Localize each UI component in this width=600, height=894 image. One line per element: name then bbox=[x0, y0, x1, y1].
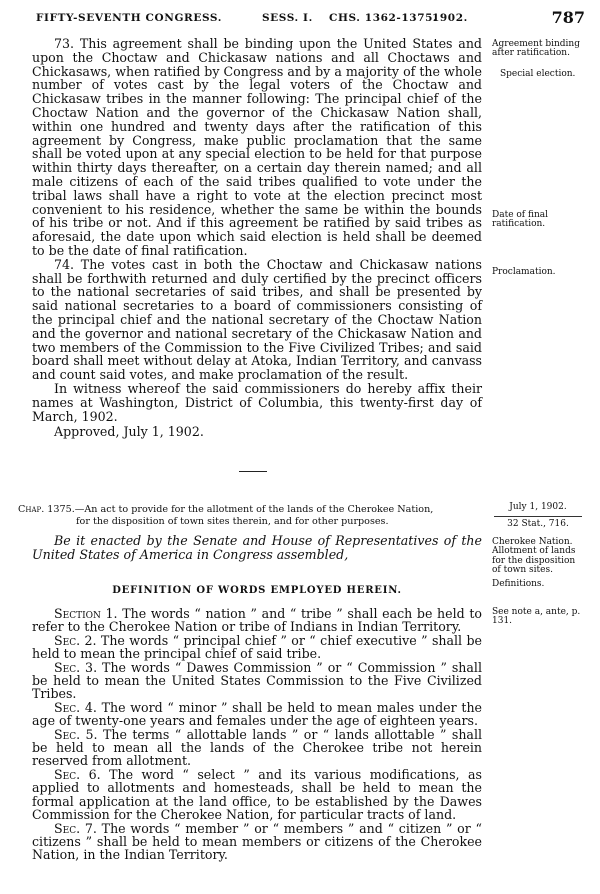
main-text bbox=[32, 37, 482, 439]
paragraph-73: 73. This agreement shall be binding upon the United States and upon the Choctaw and Chickasaw nations and all Choctaws and Chickasaws, when ratified by Congress and by a majority of the whole number of votes cast by the legal voters of the Choctaw and Chickasaw tribes in the manner following: The principal chief of the Choctaw Nation and the governor of the Chickasaw Nation shall, within one hundred and twenty days after the ratification of this agreement by Congress, make public proclamation that the same shall be voted upon at any special election to be held for that purpose within thirty days thereafter, on a certain day therein named; and all male citizens of each of the said tribes qualified to vote under the tribal laws shall have a right to vote at the election precinct most convenient to his residence, whether the same be within the bounds of his tribe or not. And if this agreement be ratified by said tribes as aforesaid, the date upon which said election is held shall be deemed to be the date of final ratification. bbox=[32, 36, 482, 258]
margin-divider bbox=[494, 516, 582, 517]
enacting-clause: Be it enacted by the Senate and House of Representatives of the United States of America in Congress assembled, bbox=[32, 533, 482, 562]
chapter-heading bbox=[18, 504, 478, 527]
section-2: Sec. 2. The words “ principal chief ” or “ chief executive ” shall be held to mean the principal chief of said tribe. bbox=[32, 632, 482, 662]
header-year: 1902. bbox=[432, 12, 468, 24]
witness-paragraph: In witness whereof the said commissioners do hereby affix their names at Washington, District of Columbia, this twenty-first day of March, 1902. bbox=[32, 380, 482, 424]
margin-note-see-note: See note a, ante, p. 131. bbox=[492, 607, 581, 627]
margin-note-cherokee-nation: Cherokee Nation. Allotment of lands for the disposition of town sites. bbox=[492, 537, 576, 576]
header-session: SESS. I. bbox=[262, 12, 313, 24]
paragraph-74: 74. The votes cast in both the Choctaw and Chickasaw nations shall be forthwith returned and duly certified by the precinct officers to the national secretaries of said tribes, and shall be presented by said national secretaries to a board of commissioners consisting of the principal chief and the national secretary of the Choctaw Nation and the governor and national secretary of the Chickasaw Nation and two members of the Commission to the Five Civilized Tribes; and said board shall meet without delay at Atoka, Indian Territory, and canvass and count said votes, and make proclamation of the result. bbox=[32, 256, 482, 383]
approved-line: Approved, July 1, 1902. bbox=[54, 424, 204, 440]
section-6: Sec. 6. The word “ select ” and its various modifications, as applied to allotments and homesteads, shall be held to mean the formal application at the land office, to be established by the Dawes Commission for the Cherokee Nation, for particular tracts of land. bbox=[32, 766, 483, 823]
section-3: Sec. 3. The words “ Dawes Commission ” or “ Commission ” shall be held to mean the United States Commission to the Five Civilized Tribes. bbox=[32, 659, 482, 702]
chapter-label: Chap. 1375. bbox=[18, 504, 75, 515]
margin-note-proclamation: Proclamation. bbox=[492, 267, 556, 277]
header-congress: FIFTY-SEVENTH CONGRESS. bbox=[36, 12, 222, 24]
section-4: Sec. 4. The word “ minor ” shall be held to mean males under the age of twenty-one years and females under the age of eighteen years. bbox=[32, 699, 483, 729]
chapter-title-line1: —An act to provide for the allotment of the lands of the Cherokee Nation, bbox=[74, 504, 434, 515]
header-chapters: CHS. 1362-1375. bbox=[329, 12, 438, 24]
section-7: Sec. 7. The words “ member ” or “ members ” and “ citizen ” or “ citizens ” shall be held to mean members or citizens of the Cherokee Nation, in the Indian Territory. bbox=[32, 820, 482, 863]
page-number: 787 bbox=[551, 8, 585, 27]
section-divider bbox=[239, 471, 267, 472]
margin-note-special-election: Special election. bbox=[500, 69, 576, 79]
sections-list bbox=[32, 607, 482, 862]
margin-note-agreement-binding: Agreement binding after ratification. bbox=[492, 39, 580, 59]
chapter-title-line2: for the disposition of town sites therein, and for other purposes. bbox=[76, 515, 389, 527]
margin-note-statute-ref: 32 Stat., 716. bbox=[507, 519, 569, 529]
section-5: Sec. 5. The terms “ allottable lands ” or “ lands allottable ” shall be held to mean all the lands of the Cherokee tribe not herein reserved from allotment. bbox=[32, 726, 482, 769]
running-header bbox=[30, 8, 585, 28]
margin-note-final-ratification: Date of final ratification. bbox=[492, 210, 549, 230]
section-heading: DEFINITION OF WORDS EMPLOYED HEREIN. bbox=[112, 585, 402, 596]
margin-note-definitions: Definitions. bbox=[492, 579, 545, 589]
margin-note-chapter-date: July 1, 1902. bbox=[509, 502, 567, 512]
section-1: Section 1. The words “ nation ” and “ tribe ” shall each be held to refer to the Cherokee Nation or tribe of Indians in Indian Territory. bbox=[32, 606, 482, 635]
